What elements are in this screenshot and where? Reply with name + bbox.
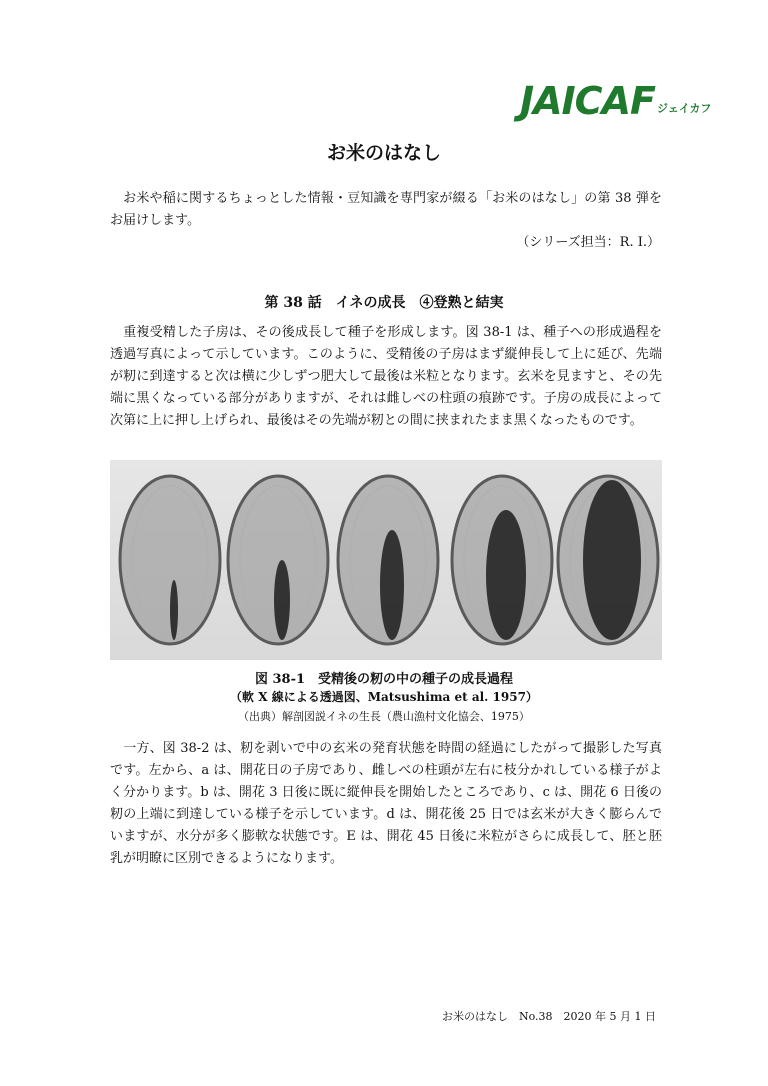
jaicaf-logo bbox=[520, 79, 712, 123]
figure-caption-sub: （軟 X 線による透過図、Matsushima et al. 1957） bbox=[230, 690, 538, 704]
logo-kana: ジェイカフ bbox=[656, 102, 712, 115]
body-paragraph-2: 一方、図 38-2 は、籾を剥いで中の玄米の発育状態を時間の経過にしたがって撮影した写真です。左から、a は、開花日の子房であり、雌しべの柱頭が左右に枝分かれしている様子がよく分かります。b は、開花 3 日後に既に縦伸長を開始したところであり、c は、開花 6 日後の籾の上端に到達している様子を示しています。d は、開花後 25 日では玄米が大きく膨らんでいますが、水分が多く膨軟な状態です。E は、開花 45 日後に米粒がさらに成長して、胚と胚乳が明瞭に区別できるようになります。 bbox=[110, 741, 662, 866]
series-credit: （シリーズ担当：R. I.） bbox=[516, 235, 660, 250]
grain-series-illustration bbox=[110, 460, 662, 660]
page-title: お米のはなし bbox=[326, 142, 441, 164]
developing-seed-1 bbox=[170, 580, 178, 640]
section-title: 第 38 話 イネの成長 ④登熟と結実 bbox=[264, 295, 504, 311]
rice-grain-xray-figure bbox=[110, 460, 662, 660]
logo-wordmark: JAICAF bbox=[520, 79, 655, 123]
page-footer: お米のはなし No.38 2020 年 5 月 1 日 bbox=[441, 1010, 656, 1023]
body-paragraph-1: 重複受精した子房は、その後成長して種子を形成します。図 38-1 は、種子への形成過程を透過写真によって示しています。このように、受精後の子房はまず縦伸長して上に延び、先端が籾に到達すると次は横に少しずつ肥大して最後は米粒となります。玄米を見ますと、その先端に黒くなっている部分がありますが、それは雌しべの柱頭の痕跡です。子房の成長によって次第に上に押し上げられ、最後はその先端が籾との間に挟まれたまま黒くなったものです。 bbox=[110, 325, 662, 428]
figure-source: （出典）解剖図説イネの生長（農山漁村文化協会、1975） bbox=[238, 710, 530, 723]
developing-seed-5 bbox=[583, 480, 641, 640]
figure-caption: 図 38-1 受精後の籾の中の種子の成長過程 bbox=[254, 672, 514, 687]
developing-seed-3 bbox=[380, 530, 404, 640]
developing-seed-2 bbox=[274, 560, 290, 640]
developing-seed-4 bbox=[486, 510, 526, 640]
grain-husk-1 bbox=[120, 476, 220, 644]
intro-text: お米や稲に関するちょっとした情報・豆知識を専門家が綴る「お米のはなし」の第 38 弾をお届けします。 bbox=[110, 191, 662, 228]
